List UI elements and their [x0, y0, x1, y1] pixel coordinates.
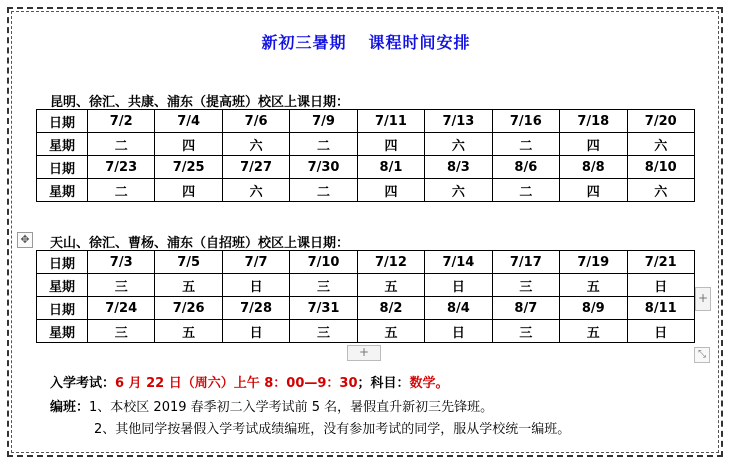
table-row — [37, 133, 695, 156]
table-cell: 7/6 — [222, 110, 289, 133]
table-cell: 四 — [155, 179, 222, 202]
table-cell: 7/3 — [88, 251, 155, 274]
table-cell: 二 — [88, 179, 155, 202]
table-cell: 8/10 — [627, 156, 695, 179]
table-cell: 8/1 — [357, 156, 424, 179]
table-cell: 六 — [222, 179, 289, 202]
table-cell: 日 — [627, 320, 695, 343]
table-cell: 7/31 — [290, 297, 357, 320]
table-cell: 四 — [357, 133, 424, 156]
table-cell: 日 — [425, 274, 492, 297]
row-header-cell: 星期 — [37, 274, 88, 297]
class-note-2: 2、其他同学按暑假入学考试成绩编班，没有参加考试的同学，服从学校统一编班。 — [94, 422, 571, 437]
table-cell: 五 — [357, 320, 424, 343]
page-title — [0, 30, 732, 53]
row-header-cell: 日期 — [37, 251, 88, 274]
section2-label: 天山、徐汇、曹杨、浦东（自招班）校区上课日期： — [50, 236, 350, 251]
table-cell: 六 — [627, 133, 695, 156]
table-cell: 7/16 — [492, 110, 559, 133]
table-cell: 三 — [492, 274, 559, 297]
table-cell: 7/23 — [88, 156, 155, 179]
table-cell: 8/2 — [357, 297, 424, 320]
table-cell: 7/20 — [627, 110, 695, 133]
table-row — [37, 251, 695, 274]
table-cell: 日 — [627, 274, 695, 297]
row-header-cell: 星期 — [37, 179, 88, 202]
table-cell: 二 — [492, 133, 559, 156]
table-cell: 三 — [492, 320, 559, 343]
entrance-exam-line — [50, 372, 449, 391]
table-cell: 六 — [222, 133, 289, 156]
table-cell: 7/30 — [290, 156, 357, 179]
table-cell: 7/25 — [155, 156, 222, 179]
table-cell: 8/9 — [560, 297, 627, 320]
table-cell: 7/21 — [627, 251, 695, 274]
schedule-table-1 — [36, 109, 695, 202]
row-header-cell: 日期 — [37, 297, 88, 320]
table-cell: 日 — [222, 274, 289, 297]
table-cell: 8/8 — [560, 156, 627, 179]
table-cell: 8/3 — [425, 156, 492, 179]
table-cell: 7/14 — [425, 251, 492, 274]
table-cell: 7/13 — [425, 110, 492, 133]
exam-subject: 数学。 — [409, 376, 449, 391]
table-cell: 五 — [155, 274, 222, 297]
row-header-cell: 星期 — [37, 133, 88, 156]
table-cell: 三 — [290, 320, 357, 343]
table-cell: 三 — [290, 274, 357, 297]
table-cell: 四 — [357, 179, 424, 202]
table-cell: 二 — [290, 133, 357, 156]
table-row — [37, 110, 695, 133]
table-cell: 五 — [155, 320, 222, 343]
schedule-table-2 — [36, 250, 695, 343]
table-cell: 二 — [88, 133, 155, 156]
table-cell: 五 — [357, 274, 424, 297]
table-cell: 三 — [88, 320, 155, 343]
table-cell: 三 — [88, 274, 155, 297]
table-cell: 7/27 — [222, 156, 289, 179]
table-cell: 7/12 — [357, 251, 424, 274]
add-column-button[interactable]: + — [695, 287, 711, 311]
table-move-handle-icon[interactable]: ✥ — [17, 232, 33, 248]
exam-label: 入学考试： — [50, 376, 116, 391]
table-cell: 日 — [222, 320, 289, 343]
class-note-label: 编班： — [50, 400, 90, 415]
title-part1: 新初三暑期 — [261, 33, 347, 52]
exam-sep: ；科目： — [357, 376, 410, 391]
table-cell: 五 — [560, 320, 627, 343]
table-cell: 7/24 — [88, 297, 155, 320]
table-cell: 8/4 — [425, 297, 492, 320]
table-cell: 8/11 — [627, 297, 695, 320]
section1-label: 昆明、徐汇、共康、浦东（提高班）校区上课日期： — [50, 95, 350, 110]
table-cell: 7/17 — [492, 251, 559, 274]
add-row-button[interactable]: + — [347, 345, 381, 361]
exam-time: 6 月 22 日（周六）上午 8：00—9：30 — [115, 376, 358, 391]
table-row — [37, 274, 695, 297]
table-cell: 8/7 — [492, 297, 559, 320]
table-cell: 7/10 — [290, 251, 357, 274]
title-part2: 课程时间安排 — [368, 33, 471, 52]
table-cell: 7/26 — [155, 297, 222, 320]
table-cell: 四 — [560, 179, 627, 202]
row-header-cell: 日期 — [37, 156, 88, 179]
table-cell: 7/19 — [560, 251, 627, 274]
row-header-cell: 日期 — [37, 110, 88, 133]
table-cell: 五 — [560, 274, 627, 297]
table-cell: 六 — [425, 179, 492, 202]
table-cell: 六 — [627, 179, 695, 202]
table-cell: 7/11 — [357, 110, 424, 133]
table-row — [37, 156, 695, 179]
class-note-line1: 1、本校区 2019 春季初二入学考试前 5 名，暑假直升新初三先锋班。 — [89, 400, 494, 415]
table-cell: 二 — [290, 179, 357, 202]
table-cell: 六 — [425, 133, 492, 156]
table-row — [37, 297, 695, 320]
table-cell: 7/2 — [88, 110, 155, 133]
table-cell: 7/9 — [290, 110, 357, 133]
table-cell: 二 — [492, 179, 559, 202]
table-cell: 7/28 — [222, 297, 289, 320]
table-resize-icon[interactable]: ⤡ — [694, 347, 710, 363]
row-header-cell: 星期 — [37, 320, 88, 343]
table-row — [37, 179, 695, 202]
table-cell: 7/4 — [155, 110, 222, 133]
table-cell: 8/6 — [492, 156, 559, 179]
table-cell: 四 — [560, 133, 627, 156]
table-row — [37, 320, 695, 343]
table-cell: 7/18 — [560, 110, 627, 133]
class-note-1 — [50, 396, 493, 415]
table-cell: 7/5 — [155, 251, 222, 274]
table-cell: 日 — [425, 320, 492, 343]
table-cell: 四 — [155, 133, 222, 156]
table-cell: 7/7 — [222, 251, 289, 274]
